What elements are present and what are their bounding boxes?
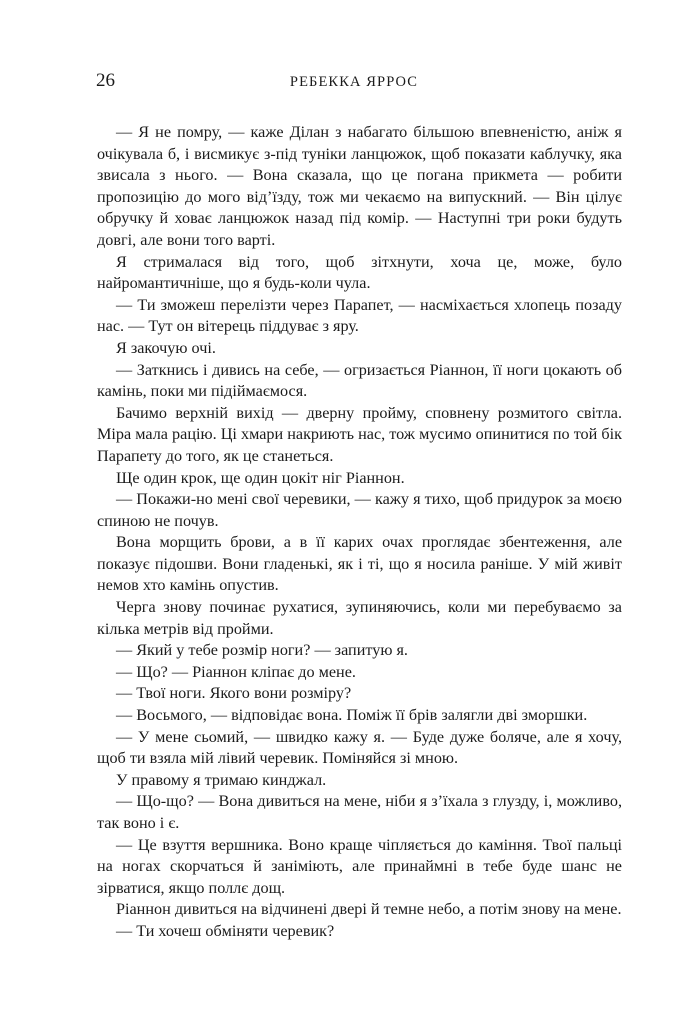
paragraph: Я закочую очі. (116, 338, 216, 357)
paragraph: — Який у тебе розмір ноги? — запитую я. (116, 641, 408, 660)
paragraph: — Я не помру, — каже Ділан з набагато більшою впевненістю, аніж я очікувала б, і висмикує з-під туніки ланцюжок, щоб показати каблучку, яка звисала з нього. — Вона сказала, що це погана прикмета — робити пропозицію до мого від’їзду, тож ми чекаємо на випускний. — Він цілує обручку й ховає ланцюжок назад під комір. — Наступні три роки будуть довгі, але вони того варті. (97, 123, 622, 249)
paragraph: Ріаннон дивиться на відчинені двері й темне небо, а потім знову на мене. (116, 900, 622, 919)
body-text (97, 122, 622, 943)
paragraph: — Восьмого, — відповідає вона. Поміж її брів залягли дві зморшки. (116, 706, 588, 725)
paragraph: — Покажи-но мені свої черевики, — кажу я тихо, щоб придурок за моєю спиною не почув. (97, 490, 622, 530)
paragraph: Ще один крок, ще один цокіт ніг Ріаннон. (116, 468, 405, 487)
paragraph: У правому я тримаю кинджал. (116, 770, 327, 789)
page-number: 26 (96, 70, 115, 91)
paragraph: — Твої ноги. Якого вони розміру? (116, 684, 352, 703)
paragraph: — Це взуття вершника. Воно краще чіпляється до каміння. Твої пальці на ногах скорчаться й заніміють, але принаймні в тебе буде шанс не зірватися, якщо поллє дощ. (97, 835, 622, 897)
paragraph: Бачимо верхній вихід — дверну пройму, сповнену розмитого світла. Міра мала рацію. Ці хмари накриють нас, тож мусимо опинитися по той бік Парапету до того, як це станеться. (97, 403, 622, 465)
paragraph: Вона морщить брови, а в її карих очах проглядає збентеження, але показує підошви. Вони гладенькі, як і ті, що я носила раніше. У мій живіт немов хто камінь опустив. (97, 533, 622, 595)
paragraph: Я стрималася від того, щоб зітхнути, хоча це, може, було найромантичніше, що я будь-коли чула. (97, 252, 622, 293)
paragraph: — Ти хочеш обміняти черевик? (116, 921, 335, 940)
paragraph: — Що? — Ріаннон кліпає до мене. (116, 662, 356, 681)
paragraph: Черга знову починає рухатися, зупиняючись, коли ми перебуваємо за кілька метрів від пройми. (97, 598, 622, 638)
paragraph: — Ти зможеш перелізти через Парапет, — насміхається хлопець позаду нас. — Тут он вітерець піддуває з яру. (97, 295, 622, 336)
paragraph: — У мене сьомий, — швидко кажу я. — Буде дуже боляче, але я хочу, щоб ти взяла мій лівий черевик. Поміняйся зі мною. (97, 727, 622, 768)
paragraph: — Що-що? — Вона дивиться на мене, ніби я з’їхала з глузду, і, можливо, так воно і є. (97, 792, 622, 832)
running-header: РЕБЕККА ЯРРОС (289, 74, 419, 90)
paragraph: — Заткнись і дивись на себе, — огризається Ріаннон, її ноги цокають об камінь, поки ми підіймаємося. (97, 360, 622, 401)
